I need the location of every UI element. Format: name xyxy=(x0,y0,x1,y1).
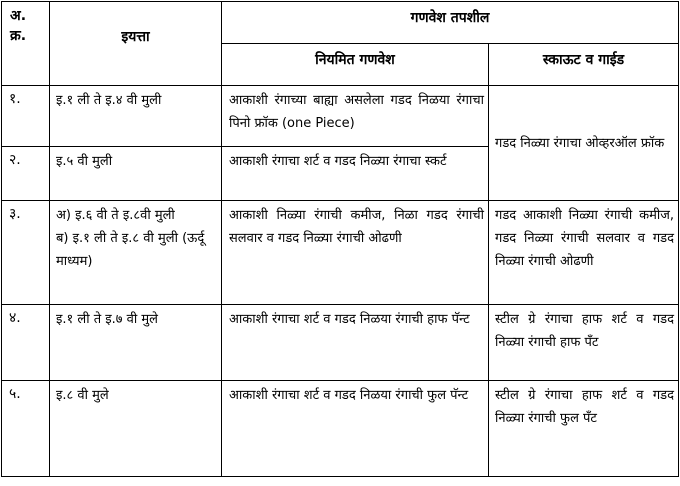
class-cell: इ.८ वी मुले xyxy=(50,381,222,477)
class-cell: इ.५ वी मुली xyxy=(50,147,222,201)
scout-uniform-cell: गडद आकाशी निळ्या रंगाची कमीज, गडद निळ्या रंगाची सलवार व गडद निळ्या रंगाची ओढणी xyxy=(489,201,679,305)
class-header: इयत्ता xyxy=(50,2,222,86)
regular-uniform-cell: आकाशी रंगाचा शर्ट व गडद निळया रंगाची फुल पॅन्ट xyxy=(222,381,489,477)
serial-cell: २. xyxy=(2,147,50,201)
class-cell: इ.१ ली ते इ.७ वी मुले xyxy=(50,305,222,381)
uniform-table xyxy=(1,1,679,477)
regular-uniform-cell: आकाशी निळ्या रंगाची कमीज, निळा गडद रंगाची सलवार व गडद निळ्या रंगाची ओढणी xyxy=(222,201,489,305)
table-row xyxy=(2,86,679,147)
table-row xyxy=(2,305,679,381)
regular-uniform-cell: आकाशी रंगाचा शर्ट व गडद निळ्या रंगाचा स्कर्ट xyxy=(222,147,489,201)
class-cell: इ.१ ली ते इ.४ वी मुली xyxy=(50,86,222,147)
class-cell: अ) इ.६ वी ते इ.८वी मुली ब) इ.१ ली ते इ.८ वी मुली (ऊर्दू माध्यम) xyxy=(50,201,222,305)
serial-cell: ५. xyxy=(2,381,50,477)
serial-cell: १. xyxy=(2,86,50,147)
table-row xyxy=(2,201,679,305)
regular-uniform-cell: आकाशी रंगाचा शर्ट व गडद निळया रंगाची हाफ पॅन्ट xyxy=(222,305,489,381)
serial-header: अ. क्र. xyxy=(2,2,50,86)
serial-cell: ४. xyxy=(2,305,50,381)
scout-uniform-cell: स्टील ग्रे रंगाचा हाफ शर्ट व गडद निळ्या रंगाची फुल पँट xyxy=(489,381,679,477)
serial-cell: ३. xyxy=(2,201,50,305)
table-row xyxy=(2,381,679,477)
scout-guide-header: स्काऊट व गाईड xyxy=(489,44,679,86)
regular-uniform-cell: आकाशी रंगाच्या बाह्या असलेला गडद निळया रंगाचा पिनो फ्रॉक (one Piece) xyxy=(222,86,489,147)
scout-uniform-cell: स्टील ग्रे रंगाचा हाफ शर्ट व गडद निळ्या रंगाची हाफ पँट xyxy=(489,305,679,381)
uniform-details-header: गणवेश तपशील xyxy=(222,2,679,44)
regular-uniform-header: नियमित गणवेश xyxy=(222,44,489,86)
scout-uniform-cell: गडद निळ्या रंगाचा ओव्हरऑल फ्रॉक xyxy=(489,86,679,201)
